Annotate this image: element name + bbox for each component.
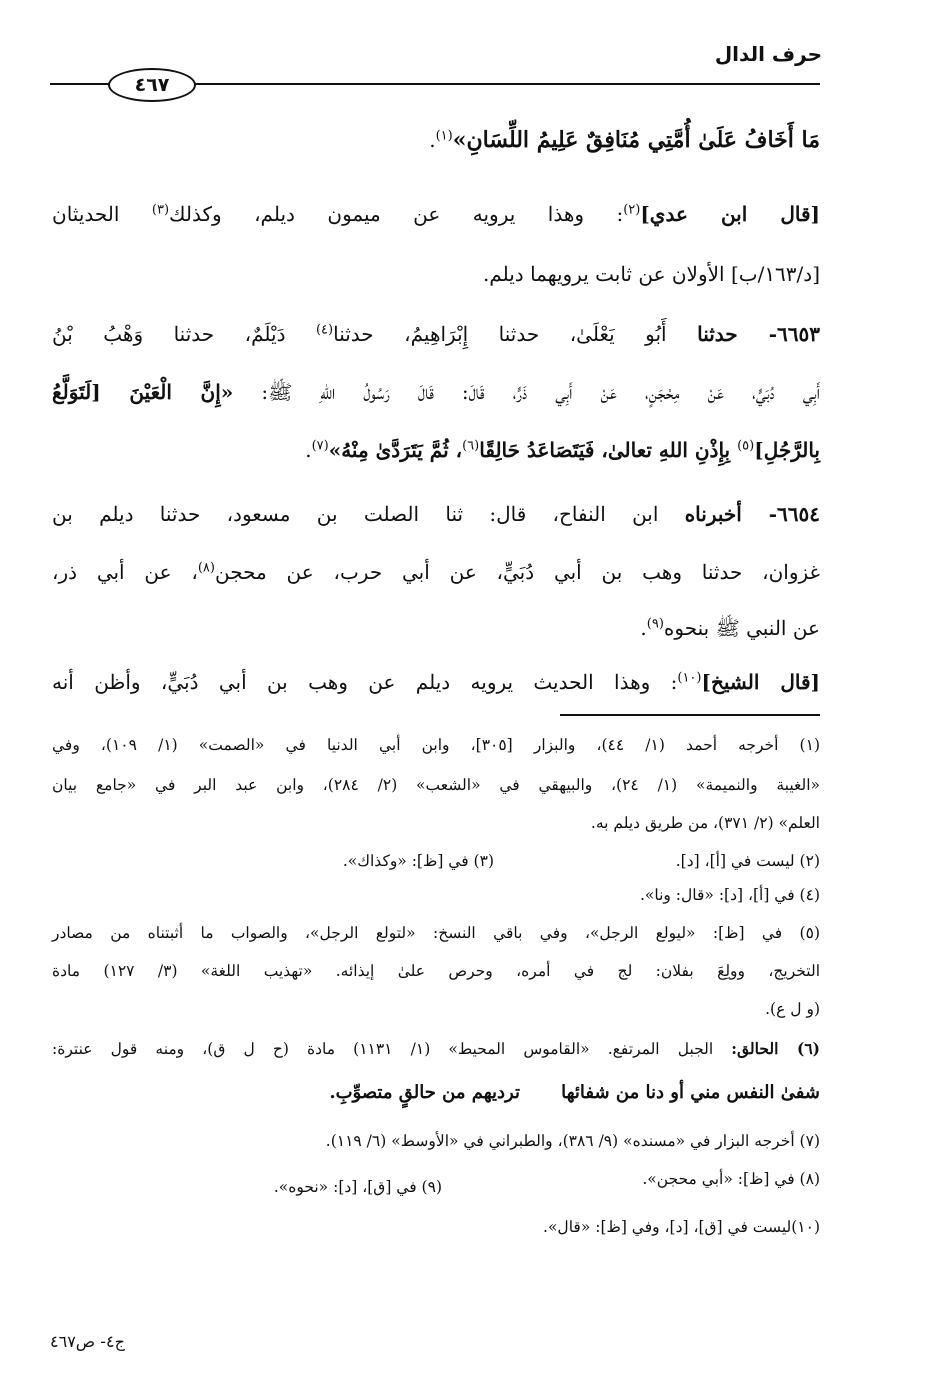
footnote-6: (٦) الحالق: الجبل المرتفع. «القاموس المحيط» (١/ ١١٣١) مادة (ح ل ق)، ومنه قول عنترة: [52, 1039, 820, 1058]
footnote-9: (٩) في [ق]، [د]: «نحوه». [273, 1178, 442, 1196]
footnote-10: (١٠)ليست في [ق]، [د]، وفي [ظ]: «قال». [543, 1218, 820, 1236]
header-rule-left [50, 83, 112, 85]
footnote-2: (٢) ليست في [أ]، [د]. [675, 852, 820, 870]
footnote-4: (٤) في [أ]، [د]: «قال: ونا». [639, 886, 820, 904]
footnote-1-line-1: (١) أخرجه أحمد (١/ ٤٤)، والبزار [٣٠٥]، وابن أبي الدنيا في «الصمت» (١/ ١٠٩)، وفي [52, 736, 820, 754]
text-line-sheikh: [قال الشيخ]$^{(١٠)}$: وهذا الحديث يرويه ديلم عن وهب بن أبي دُبَيٍّ، وأظن أنه [52, 670, 820, 694]
footnote-5-line-3: (و ل ع). [765, 1000, 820, 1018]
chapter-title: حرف الدال [714, 42, 822, 66]
text-line-1: مَا أَخَافُ عَلَىٰ أُمَّتِي مُنَافِقٌ عَلِيمُ اللِّسَانِ»$^{(١)}$. [429, 127, 820, 153]
verse-first-hemistich: شفىٰ النفس مني أو دنا من شفائها [561, 1082, 820, 1103]
footnote-3: (٣) في [ظ]: «وكذاك». [342, 852, 494, 870]
text-line-2: [قال ابن عدي]$^{(٢)}$: وهذا يرويه عن ميمون ديلم، وكذلك$^{(٣)}$ الحديثان [52, 202, 820, 226]
footnote-1-line-2: «الغيبة والنميمة» (١/ ٢٤)، والبيهقي في «الشعب» (٢/ ٢٨٤)، وابن عبد البر في «جامع بيان [52, 776, 821, 794]
header-rule [190, 83, 820, 85]
hadith-6654-line-1: ٦٦٥٤- أخبرناه ابن النفاح، قال: ثنا الصلت بن مسعود، حدثنا ديلم بن [52, 502, 820, 526]
hadith-6654-line-3: عن النبي ﷺ بنحوه$^{(٩)}$. [640, 616, 820, 640]
hadith-6653-line-3: بِالرَّجُلِ]$^{(٥)}$ بِإِذْنِ اللهِ تعالىٰ، فَيَتَصَاعَدُ حَالِقًا$^{(٦)}$، ثُمَّ يَتَرَدَّىٰ مِنْهُ»$^{(٧)}$. [305, 438, 820, 462]
footnote-separator [560, 714, 820, 716]
footnote-7: (٧) أخرجه البزار في «مسنده» (٩/ ٣٨٦)، والطبراني في «الأوسط» (٦/ ١١٩). [325, 1132, 820, 1150]
hadith-6654-line-2: غزوان، حدثنا وهب بن أبي دُبَيٍّ، عن أبي حرب، عن محجن$^{(٨)}$، عن أبي ذر، [52, 560, 821, 584]
footnote-8: (٨) في [ظ]: «أبي محجن». [642, 1170, 820, 1188]
text-line-3: [د/١٦٣/ب] الأولان عن ثابت يرويهما ديلم. [482, 262, 820, 286]
page-number-badge: ٤٦٧ [108, 68, 196, 102]
footnote-5-line-2: التخريج، وولِعَ بفلان: لج في أمره، وحرص علىٰ إيذائه. «تهذيب اللغة» (٣/ ١٢٧) مادة [52, 962, 821, 980]
verse-second-hemistich: ترديهم من حالقٍ متصوِّبِ. [329, 1082, 520, 1103]
volume-page-reference: ج٤- ص٤٦٧ [50, 1332, 125, 1351]
footnote-5-line-1: (٥) في [ظ]: «ليولع الرجل»، وفي باقي النسخ: «لتولع الرجل»، والصواب ما أثبتناه من مصادر [52, 924, 820, 942]
footnote-1-line-3: العلم» (٢/ ٣٧١)، من طريق ديلم به. [590, 814, 820, 832]
hadith-6653-line-1: ٦٦٥٣- حدثنا أَبُو يَعْلَىٰ، حدثنا إِبْرَاهِيمُ، حدثنا$^{(٤)}$ دَيْلَمٌ، حدثنا وَهْبُ بْنُ [52, 322, 821, 346]
hadith-6653-line-2: أَبِي دُبَيٍّ، عَنْ مِحْجَنٍ، عَنْ أَبِي ذَرٍّ، قَالَ: قَالَ رَسُولُ اللهِ ﷺ: «إِنَّ الْعَيْنَ [لَتَوَلَّعُ [52, 380, 821, 404]
